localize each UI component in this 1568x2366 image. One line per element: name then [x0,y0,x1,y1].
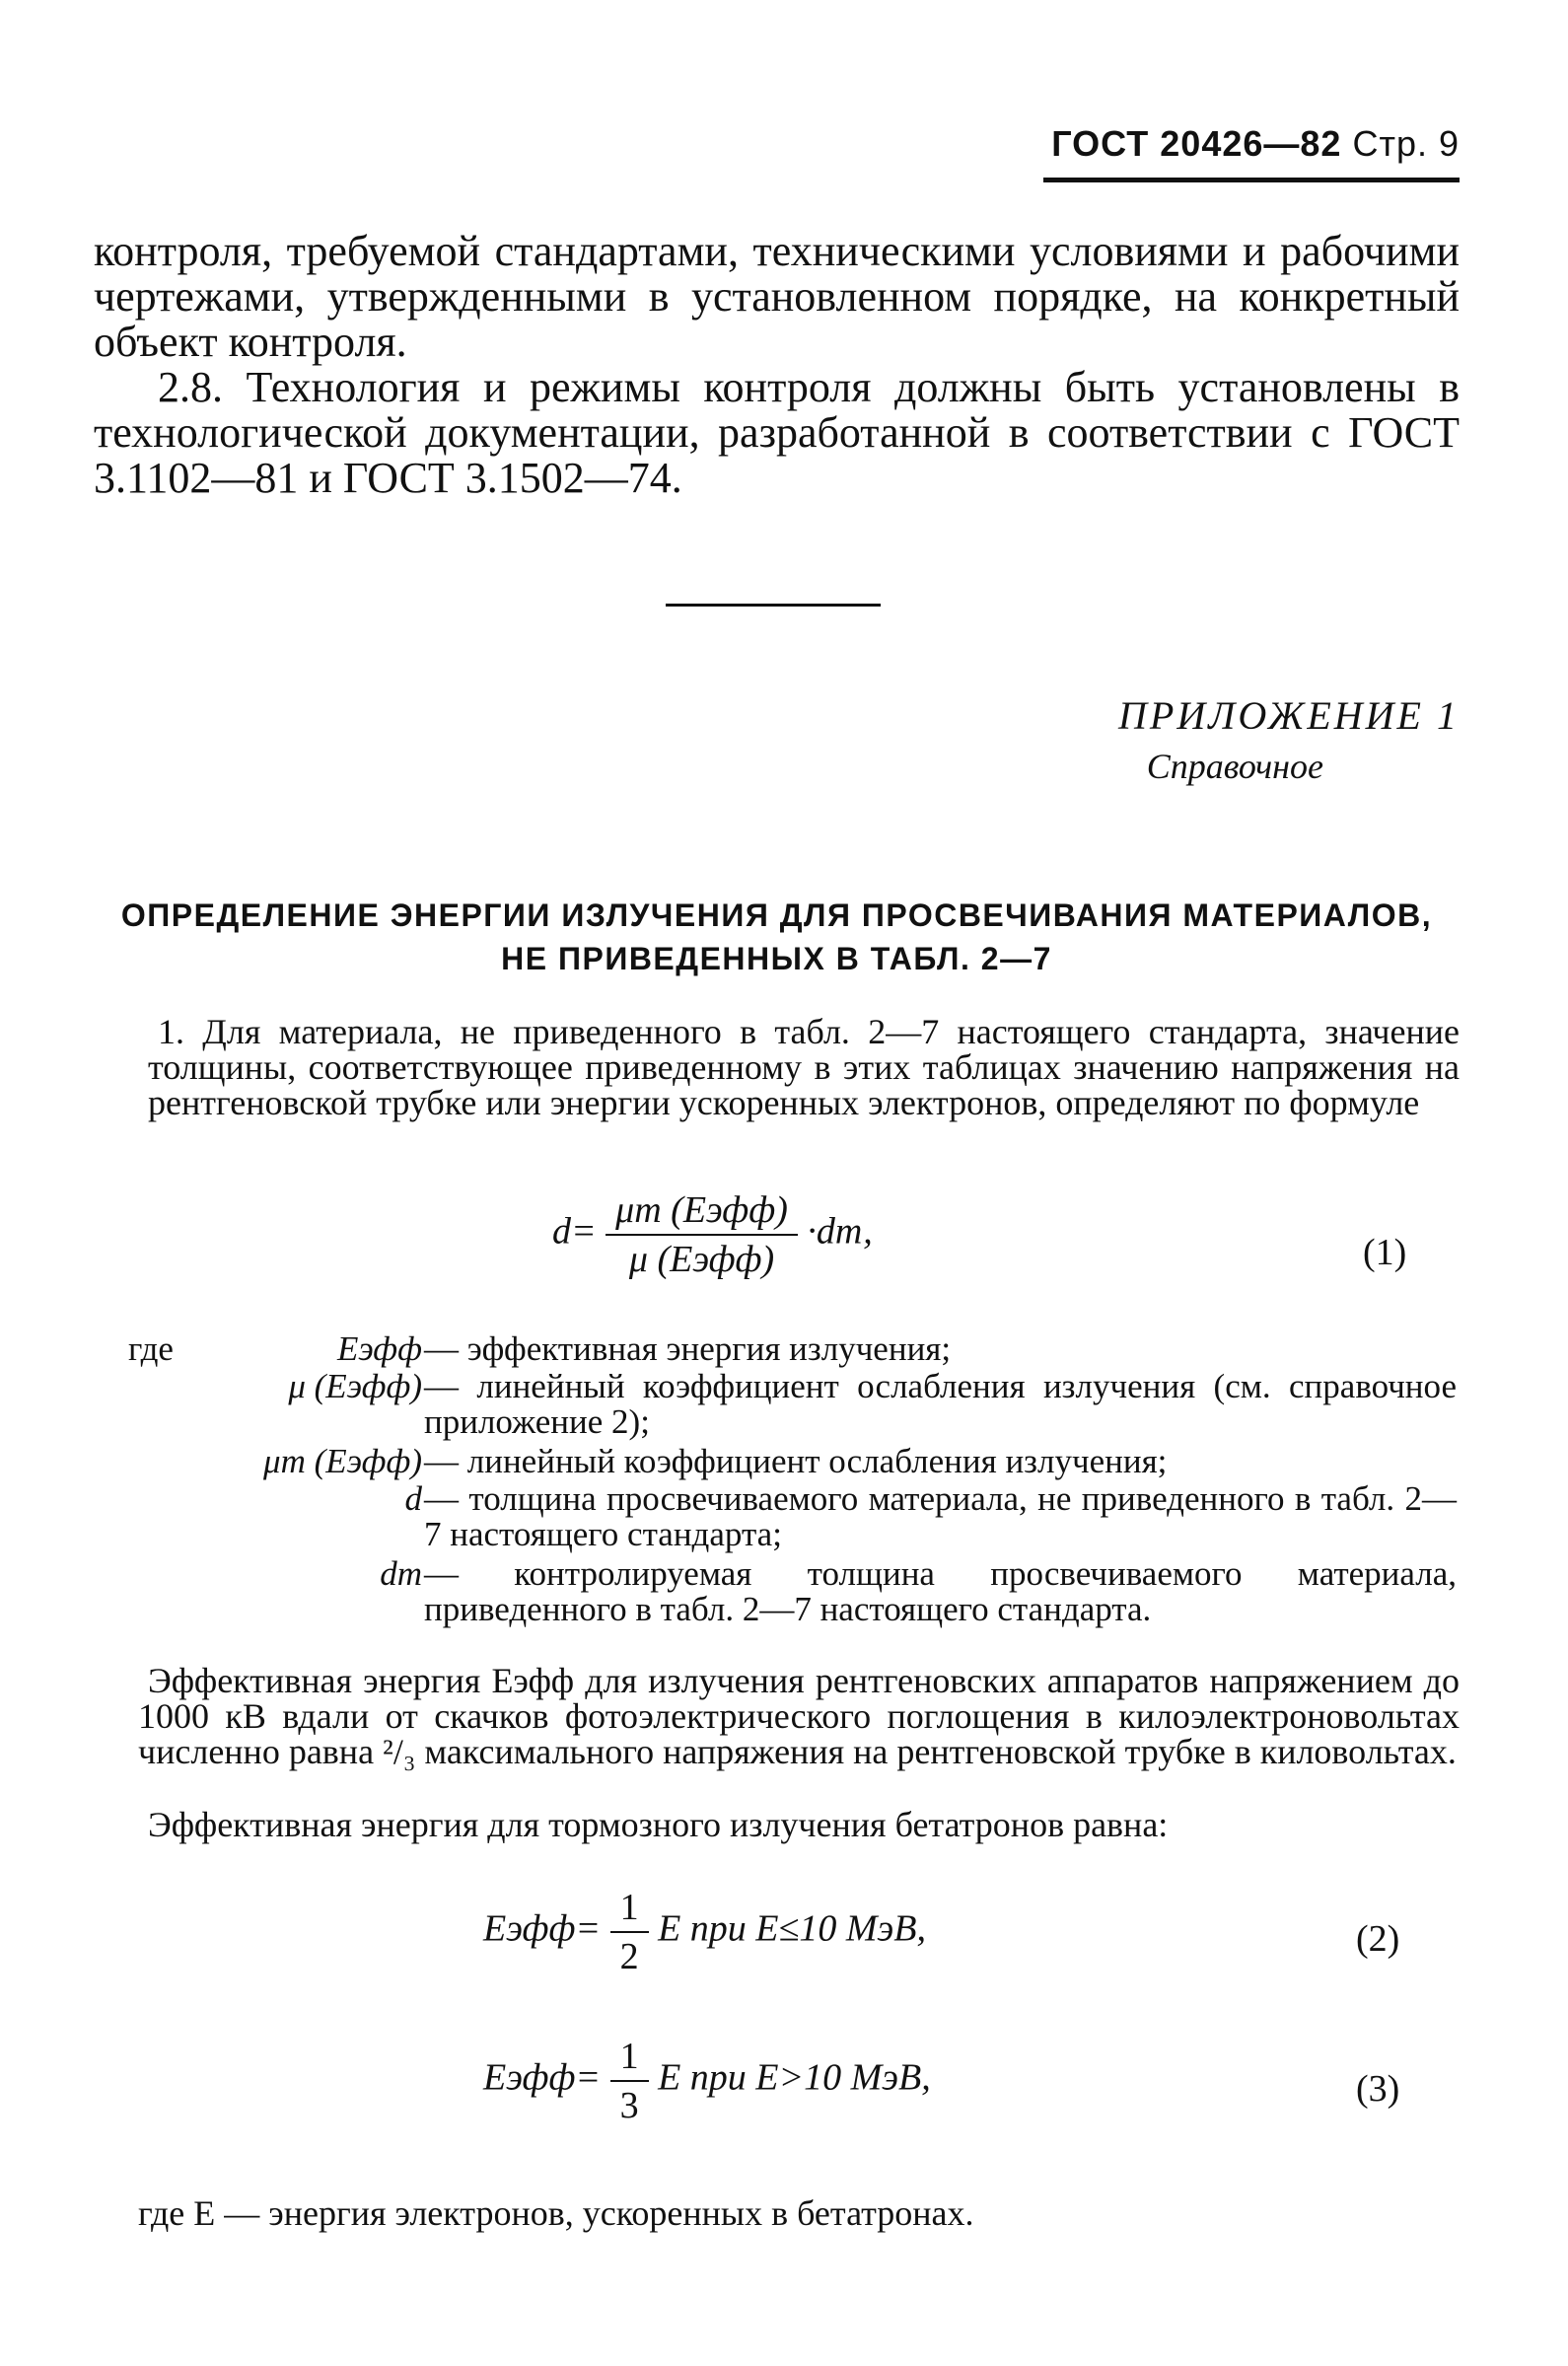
definition-symbol: μт (Eэфф) [263,1442,422,1480]
formula-1-denominator: μ (Eэфф) [628,1239,775,1280]
formula-2-fraction [610,1886,649,1978]
page-number: Стр. 9 [1352,123,1460,164]
formula-3-numerator: 1 [610,2035,649,2082]
section-title [94,894,1460,980]
separator-rule [666,604,881,607]
title-line-2: НЕ ПРИВЕДЕННЫХ В ТАБЛ. 2—7 [501,941,1052,976]
title-line-1: ОПРЕДЕЛЕНИЕ ЭНЕРГИИ ИЗЛУЧЕНИЯ ДЛЯ ПРОСВЕЧИВАНИЯ МАТЕРИАЛОВ, [120,897,1433,933]
definition-prefix: где [128,1329,174,1368]
intro-paragraph-1: контроля, требуемой стандартами, техническими условиями и рабочими чертежами, утвержденными в установленном порядке, на конкретный объект контроля. [94,227,1460,366]
footer-definition: где E — энергия электронов, ускоренных в бетатронах. [138,2193,974,2233]
definition-text: — толщина просвечиваемого материала, не приведенного в табл. 2—7 настоящего стандарта; [424,1479,1457,1553]
formula-3-number: (3) [1356,2068,1400,2110]
formula-2-number: (2) [1356,1918,1400,1960]
formula-1 [552,1188,873,1281]
page-header [1051,123,1460,165]
effective-energy-paragraph: Эффективная энергия Eэфф для излучения рентгеновских аппаратов напряжением до 1000 кВ вдали от скачков фотоэлектрического поглощения в килоэлектроновольтах численно равна ²/₃ максимального напряжения на рентгеновской трубке в киловольтах. [138,1661,1460,1771]
formula-3-denominator: 3 [619,2085,639,2126]
formula-3-lhs: Eэфф= [483,2056,602,2099]
formula-3-rhs: E при E>10 МэВ, [658,2056,931,2099]
definition-symbol: dт [380,1554,422,1593]
formula-2-denominator: 2 [619,1936,639,1977]
formula-1-number: (1) [1363,1232,1407,1273]
formula-2-numerator: 1 [610,1886,649,1933]
formula-1-rhs: ·dт, [807,1210,873,1253]
standard-code: ГОСТ 20426—82 [1051,123,1342,164]
header-rule [1043,178,1460,182]
formula-3-fraction [610,2035,649,2127]
formula-1-fraction [606,1188,798,1281]
formula-2-lhs: Eэфф= [483,1907,602,1950]
definition-text: — контролируемая толщина просвечиваемого материала, приведенного в табл. 2—7 настоящего стандарта. [424,1554,1457,1628]
intro-paragraph-2: 2.8. Технология и режимы контроля должны быть установлены в технологической документации, разработанной в соответствии с ГОСТ 3.1102—81 и ГОСТ 3.1502—74. [94,363,1460,502]
appendix-kind: Справочное [1146,747,1323,786]
definition-text: — эффективная энергия излучения; [424,1329,952,1368]
appendix-label: ПРИЛОЖЕНИЕ 1 [1118,693,1460,738]
definition-text: — линейный коэффициент ослабления излучения (см. справочное приложение 2); [424,1367,1457,1441]
definition-symbol: d [404,1479,422,1518]
item-1-paragraph: 1. Для материала, не приведенного в табл. 2—7 настоящего стандарта, значение толщины, соответствующее приведенному в этих таблицах значению напряжения на рентгеновской трубке или энергии ускоренных электронов, определяют по формуле [148,1012,1460,1122]
formula-2 [483,1886,926,1978]
definition-symbol: Eэфф [336,1329,422,1368]
betatron-paragraph: Эффективная энергия для тормозного излучения бетатронов равна: [148,1805,1169,1844]
formula-1-numerator: μт (Eэфф) [606,1188,798,1236]
definitions-list [128,1331,1460,1627]
definition-symbol: μ (Eэфф) [288,1367,422,1405]
formula-3 [483,2035,931,2127]
formula-2-rhs: E при E≤10 МэВ, [658,1907,926,1950]
formula-1-lhs: d= [552,1210,597,1253]
definition-text: — линейный коэффициент ослабления излучения; [424,1442,1168,1480]
